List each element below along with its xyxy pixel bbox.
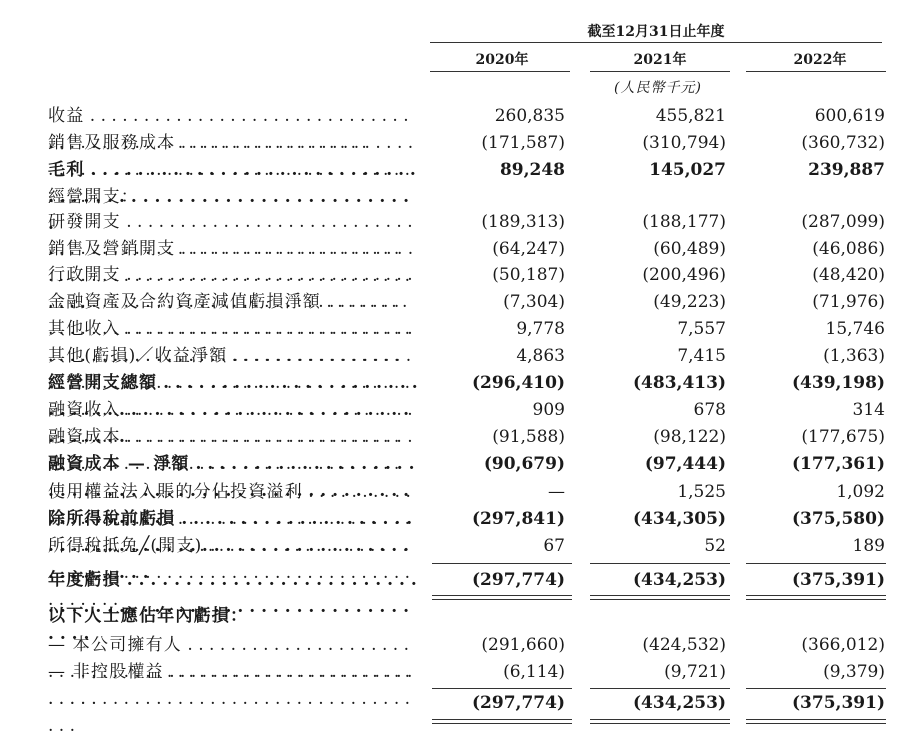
row-value-2021: 1,525 [677, 482, 726, 502]
row-value-2020: 909 [532, 400, 565, 420]
row-value-2020: (171,587) [481, 133, 565, 153]
row-value-2020: (297,841) [472, 509, 565, 529]
row-value-2020: 89,248 [499, 160, 565, 180]
table-row [0, 533, 909, 560]
row-label: 經營開支總額 . . . [48, 370, 418, 451]
row-label: 銷售及服務成本 . . . [48, 130, 418, 211]
row-label: 其他收入 . . . [48, 316, 418, 370]
row-value-2020: (296,410) [472, 373, 565, 393]
row-value-2021: 52 [704, 536, 726, 556]
double-underline [590, 595, 730, 600]
row-value-2022: 1,092 [836, 482, 885, 502]
row-value-2020: (64,247) [492, 239, 565, 259]
row-value-2021: (434,253) [633, 693, 726, 713]
table-row [0, 424, 909, 451]
row-label: 年度虧損 . . . [48, 567, 418, 648]
row-label: 以下人士應佔年內虧損： [48, 606, 249, 626]
table-row [0, 289, 909, 316]
table-row [0, 103, 909, 130]
row-label: 其他(虧損)／收益淨額 . . . [48, 343, 418, 424]
row-value-2022: 239,887 [808, 160, 885, 180]
table-row [0, 603, 909, 630]
double-underline [432, 595, 572, 600]
row-value-2021: (49,223) [653, 292, 726, 312]
row-value-2022: (46,086) [812, 239, 885, 259]
table-row [0, 370, 909, 397]
row-value-2020: — [548, 482, 565, 502]
row-value-2022: (177,675) [801, 427, 885, 447]
year-header-2021: 2021年 [633, 52, 687, 68]
row-label: 收益 . . . [48, 103, 418, 157]
row-value-2020: 9,778 [516, 319, 565, 339]
period-header: 截至12月31日止年度 [587, 24, 725, 40]
row-label: — 本公司擁有人 . . . [48, 632, 418, 713]
row-value-2022: (375,580) [792, 509, 885, 529]
row-value-2020: 260,835 [494, 106, 565, 126]
table-row [0, 157, 909, 184]
table-row [0, 262, 909, 289]
row-value-2021: 145,027 [649, 160, 726, 180]
table-row [0, 506, 909, 533]
row-value-2021: 455,821 [655, 106, 726, 126]
row-label: 使用權益法入賬的分佔投資溢利 . . . [48, 479, 418, 560]
row-value-2022: (287,099) [801, 212, 885, 232]
row-value-2022: 189 [852, 536, 885, 556]
row-value-2022: 314 [852, 400, 885, 420]
sum-rule [590, 563, 730, 564]
row-value-2021: (9,721) [664, 662, 726, 682]
year-rule-2022 [746, 71, 886, 72]
row-value-2021: (310,794) [642, 133, 726, 153]
row-value-2022: (366,012) [801, 635, 885, 655]
sum-rule [746, 688, 886, 689]
row-value-2020: (50,187) [492, 265, 565, 285]
table-row [0, 659, 909, 686]
row-value-2022: (71,976) [812, 292, 885, 312]
row-value-2020: 67 [543, 536, 565, 556]
row-value-2021: 7,557 [677, 319, 726, 339]
table-row [0, 451, 909, 478]
sum-rule [432, 688, 572, 689]
double-underline [590, 719, 730, 724]
double-underline [432, 719, 572, 724]
row-value-2022: (375,391) [792, 693, 885, 713]
row-value-2020: (297,774) [472, 570, 565, 590]
row-label: 所得稅抵免╱(開支) . . . [48, 533, 418, 614]
row-value-2021: (188,177) [642, 212, 726, 232]
row-value-2021: (424,532) [642, 635, 726, 655]
row-value-2020: (189,313) [481, 212, 565, 232]
sum-rule [746, 563, 886, 564]
row-label: 金融資產及合約資產減值虧損淨額 . . . [48, 289, 418, 370]
row-value-2021: (483,413) [633, 373, 726, 393]
row-value-2020: (90,679) [483, 454, 565, 474]
row-label: 融資收入 . . . [48, 397, 418, 451]
row-value-2022: (48,420) [812, 265, 885, 285]
year-header-2020: 2020年 [475, 52, 529, 68]
year-rule-2020 [430, 71, 570, 72]
row-value-2021: (97,444) [644, 454, 726, 474]
table-row [0, 316, 909, 343]
row-label: 毛利 . . . [48, 157, 418, 238]
year-header-2022: 2022年 [793, 52, 847, 68]
row-value-2022: 15,746 [825, 319, 885, 339]
header-rule [430, 42, 882, 43]
row-value-2020: (7,304) [503, 292, 565, 312]
row-value-2022: 600,619 [814, 106, 885, 126]
sum-rule [432, 563, 572, 564]
row-value-2021: 7,415 [677, 346, 726, 366]
row-value-2021: (434,305) [633, 509, 726, 529]
row-value-2021: (98,122) [653, 427, 726, 447]
year-rule-2021 [590, 71, 730, 72]
table-row [0, 343, 909, 370]
table-row [0, 632, 909, 659]
table-row [0, 479, 909, 506]
row-value-2021: (200,496) [642, 265, 726, 285]
row-label: 融資成本 . . . [48, 424, 418, 478]
row-label: 銷售及營銷開支 . . . [48, 236, 418, 317]
row-label: 行政開支 . . . [48, 262, 418, 316]
row-value-2021: 678 [693, 400, 726, 420]
row-value-2022: (375,391) [792, 570, 885, 590]
row-value-2022: (177,361) [792, 454, 885, 474]
row-value-2020: 4,863 [516, 346, 565, 366]
row-value-2022: (439,198) [792, 373, 885, 393]
double-underline [746, 719, 886, 724]
double-underline [746, 595, 886, 600]
row-value-2021: (60,489) [653, 239, 726, 259]
row-label: 除所得稅前虧損 . . . [48, 506, 418, 587]
row-label: 融資成本 — 淨額 . . . [48, 451, 418, 532]
row-value-2022: (9,379) [823, 662, 885, 682]
row-value-2021: (434,253) [633, 570, 726, 590]
row-value-2020: (297,774) [472, 693, 565, 713]
table-row [0, 397, 909, 424]
table-row [0, 209, 909, 236]
row-value-2020: (291,660) [481, 635, 565, 655]
row-value-2022: (360,732) [801, 133, 885, 153]
table-row [0, 690, 909, 717]
row-label: 經營開支： [48, 187, 139, 207]
row-label: — 非控股權益 . . . [48, 659, 418, 740]
table-row [0, 567, 909, 594]
row-value-2020: (6,114) [503, 662, 565, 682]
sum-rule [590, 688, 730, 689]
table-row [0, 236, 909, 263]
row-value-2022: (1,363) [823, 346, 885, 366]
row-label: 研發開支 . . . [48, 209, 418, 263]
row-value-2020: (91,588) [492, 427, 565, 447]
table-row [0, 130, 909, 157]
table-row [0, 184, 909, 211]
unit-note: (人民幣千元) [614, 80, 702, 96]
